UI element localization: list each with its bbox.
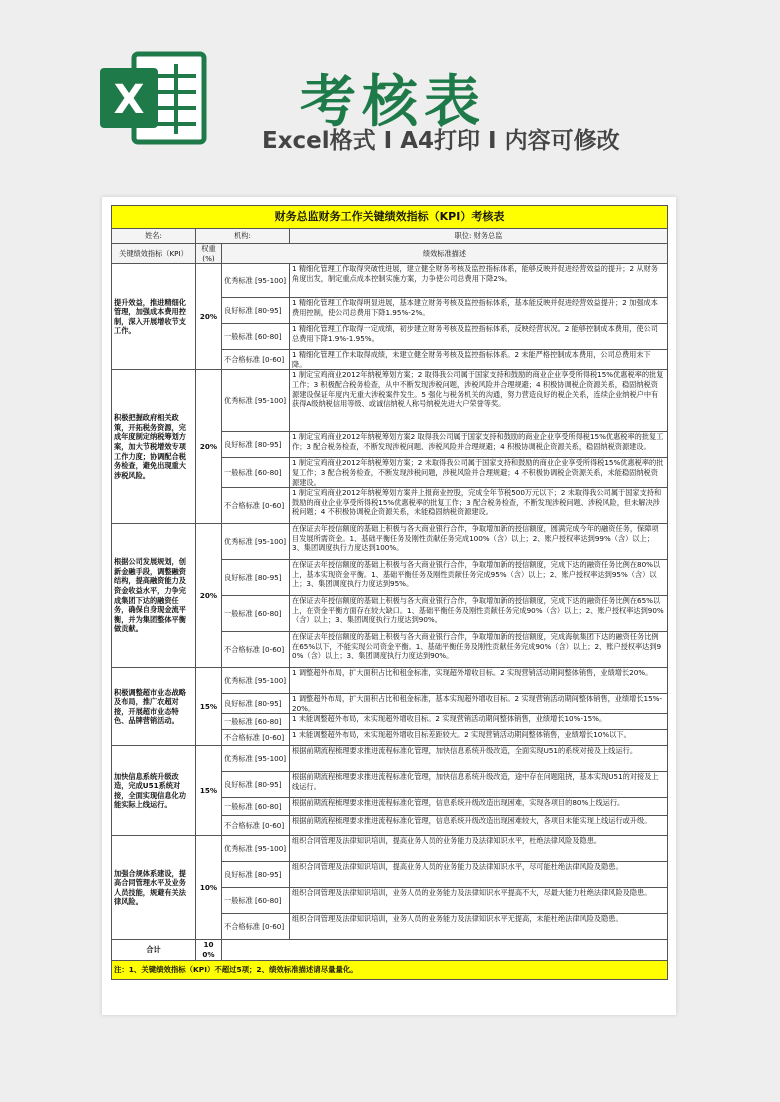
excel-logo-letter: X bbox=[113, 77, 145, 123]
level-cell: 一般标准 [60-80] bbox=[222, 458, 290, 488]
level-cell: 不合格标准 [0-60] bbox=[222, 632, 290, 668]
column-header-row bbox=[112, 244, 668, 264]
page-header bbox=[0, 0, 780, 190]
level-cell: 优秀标准 [95-100] bbox=[222, 668, 290, 694]
kpi-name-cell: 积极把握政府相关政策，开拓税务资源，完成年度制定纳税筹划方案，加大节税增效专项工作力度；协调配合税务检查，避免出现重大涉税风险。 bbox=[112, 370, 196, 524]
kpi-row bbox=[112, 370, 668, 432]
level-desc-cell: 1 未能调整超外布局，未实现超外增收目标。2 实现营销活动期间整体销售，业绩增长10%-15%。 bbox=[290, 714, 668, 730]
level-cell: 良好标准 [80-95] bbox=[222, 862, 290, 888]
page-title: 考核表 bbox=[300, 70, 486, 135]
level-desc-cell: 根据前期流程梳理要求推进流程标准化管理，信息系统升级改造出现困难较大，各项目未能实现上线运行或升级。 bbox=[290, 816, 668, 836]
position-cell bbox=[290, 229, 668, 244]
level-cell: 优秀标准 [95-100] bbox=[222, 836, 290, 862]
level-desc-cell: 根据前期流程梳理要求推进流程标准化管理，加快信息系统升级改造，途中存在问题阻挠，基本实现U51的对接及上线运行。 bbox=[290, 772, 668, 798]
level-cell: 一般标准 [60-80] bbox=[222, 324, 290, 350]
org-label: 机构: bbox=[196, 229, 290, 244]
kpi-name-cell: 加快信息系统升级改造，完成U51系统对接，全面实现信息化功能实际上线运行。 bbox=[112, 746, 196, 836]
page-subtitle: Excel格式 I A4打印 I 内容可修改 bbox=[262, 128, 620, 154]
excel-icon bbox=[98, 48, 208, 148]
level-desc-cell: 1 调整超外布局，扩大面积占比和租金标准，实现超外增收目标。2 实现营销活动期间整体销售，业绩增长20%。 bbox=[290, 668, 668, 694]
column-header-weight: 权重(%) bbox=[196, 244, 222, 264]
table-title: 财务总监财务工作关键绩效指标（KPI）考核表 bbox=[112, 206, 668, 229]
kpi-table bbox=[111, 205, 668, 980]
level-cell: 优秀标准 [95-100] bbox=[222, 370, 290, 432]
document-sheet bbox=[102, 197, 676, 1015]
column-header-kpi: 关键绩效指标（KPI） bbox=[112, 244, 196, 264]
kpi-row bbox=[112, 836, 668, 862]
level-desc-cell: 组织合同管理及法律知识培训，提高业务人员的业务能力及法律知识水平，杜绝法律风险及隐患。 bbox=[290, 836, 668, 862]
info-row bbox=[112, 229, 668, 244]
footer-note: 注：1、关键绩效指标（KPI）不超过5项；2、绩效标准描述请尽量量化。 bbox=[112, 960, 668, 979]
name-label: 姓名: bbox=[112, 229, 196, 244]
level-desc-cell: 1 未能调整超外布局，未实现超外增收目标差距较大。2 实现营销活动期间整体销售，业绩增长10%以下。 bbox=[290, 730, 668, 746]
level-desc-cell: 在保证去年授信额度的基础上积极与各大商业银行合作，争取增加新的授信额度，完成海航集团下达的融资任务比例在65%以下，不能实现公司资金平衡。1、基础平衡任务及刚性贡献任务完成90%（含）以上；2、账户授权率达到90%（含）以上；3、集团调度执行力度达到90%。 bbox=[290, 632, 668, 668]
total-label: 合计 bbox=[112, 940, 196, 960]
column-header-desc: 绩效标准描述 bbox=[222, 244, 668, 264]
level-desc-cell: 1 制定宝鸡商业2012年纳税筹划方案2 取得我公司属于国家支持和鼓励的商业企业享受所得税15%优惠税率的批复工作；3 配合税务检查，不断发现涉税问题、涉税风险并合理规避；4 积极协调税企资源关系，稳固纳税资源建设。 bbox=[290, 432, 668, 458]
position-label: 职位: bbox=[454, 231, 472, 241]
level-cell: 优秀标准 [95-100] bbox=[222, 746, 290, 772]
kpi-name-cell: 提升效益，推进精细化管理，加强成本费用控制，深入开展增收节支工作。 bbox=[112, 264, 196, 370]
level-cell: 一般标准 [60-80] bbox=[222, 714, 290, 730]
level-desc-cell: 1 制定宝鸡商业2012年纳税筹划方案；2 取得我公司属于国家支持和鼓励的商业企业享受所得税15%优惠税率的批复工作；3 积极配合税务检查，从中不断发现涉税问题，涉税风险并合理规避；4 积极协调税企资源关系，稳固纳税资源建设保证年度内无重大涉税案件发生。5 强化与税务机关的沟通，努力营造良好的税企关系，连续企业纳税户中有获得A级纳税信用等级、或诚信纳税人称号纳税先进大户荣誉等奖。 bbox=[290, 370, 668, 432]
kpi-name-cell: 积极调整超市业态战略及布局，推广农超对接，开展超市业态特色、品牌营销活动。 bbox=[112, 668, 196, 746]
level-cell: 不合格标准 [0-60] bbox=[222, 350, 290, 370]
level-cell: 良好标准 [80-95] bbox=[222, 694, 290, 714]
level-cell: 不合格标准 [0-60] bbox=[222, 488, 290, 524]
level-desc-cell: 1 制定宝鸡商业2012年纳税筹划方案；2 未取得我公司属于国家支持和鼓励的商业企业享受所得税15%优惠税率的批复工作；3 配合税务检查，不断发现涉税问题，涉税风险并合理规避；4 不积极协调税企资源关系，未能稳固纳税资源建设。 bbox=[290, 458, 668, 488]
level-desc-cell: 组织合同管理及法律知识培训，提高业务人员的业务能力及法律知识水平，尽可能杜绝法律风险及隐患。 bbox=[290, 862, 668, 888]
kpi-weight-cell: 20% bbox=[196, 524, 222, 668]
level-desc-cell: 根据前期流程梳理要求推进流程标准化管理，信息系统升级改造出现困难，实现各项目的80%上线运行。 bbox=[290, 798, 668, 816]
level-desc-cell: 1 调整超外布局，扩大面积占比和租金标准，基本实现超外增收目标。2 实现营销活动期间整体销售，业绩增长15%-20%。 bbox=[290, 694, 668, 714]
kpi-row bbox=[112, 746, 668, 772]
level-desc-cell: 1 精细化管理工作取得一定成绩，初步建立财务考核及监控指标体系，反映经营状况。2 能够控制成本费用，使公司总费用下降1.9%-1.95%。 bbox=[290, 324, 668, 350]
level-desc-cell: 根据前期流程梳理要求推进流程标准化管理，加快信息系统升级改造，全面实现U51的系统对接及上线运行。 bbox=[290, 746, 668, 772]
level-cell: 不合格标准 [0-60] bbox=[222, 730, 290, 746]
position-value: 财务总监 bbox=[473, 231, 503, 241]
level-desc-cell: 在保证去年授信额度的基础上积极与各大商业银行合作，争取增加新的授信额度，完成下达的融资任务比例在65%以上，在资金平衡方面存在较大缺口。1、基础平衡任务及刚性贡献任务完成90%（含）以上；2、账户授权率达到90%（含）以上；3、集团调度执行力度达到90%。 bbox=[290, 596, 668, 632]
kpi-weight-cell: 15% bbox=[196, 668, 222, 746]
kpi-weight-cell: 10% bbox=[196, 836, 222, 940]
level-cell: 不合格标准 [0-60] bbox=[222, 816, 290, 836]
kpi-row bbox=[112, 668, 668, 694]
kpi-weight-cell: 20% bbox=[196, 264, 222, 370]
level-desc-cell: 1 精细化管理工作取得明显进展，基本建立财务考核及监控指标体系，基本能反映并促进经营效益提升；2 加强成本费用控制，使公司总费用下降1.95%-2%。 bbox=[290, 298, 668, 324]
level-cell: 一般标准 [60-80] bbox=[222, 888, 290, 914]
level-desc-cell: 1 精细化管理工作未取得成绩，未建立健全财务考核及监控指标体系。2 未能严格控制成本费用，公司总费用未下降。 bbox=[290, 350, 668, 370]
level-cell: 一般标准 [60-80] bbox=[222, 798, 290, 816]
level-desc-cell: 在保证去年授信额度的基础上积极与各大商业银行合作，争取增加新的授信额度，圆满完成今年的融资任务，保障项目发展所需资金。1、基础平衡任务及刚性贡献任务完成100%（含）以上；2、账户授权率达到99%（含）以上；3、集团调度执行力度达到100%。 bbox=[290, 524, 668, 560]
total-weight: 100% bbox=[196, 940, 222, 960]
kpi-weight-cell: 15% bbox=[196, 746, 222, 836]
level-cell: 良好标准 [80-95] bbox=[222, 432, 290, 458]
level-desc-cell: 1 精细化管理工作取得突破性进展，建立健全财务考核及监控指标体系，能够反映并促进经营效益的提升；2 从财务角度出发，制定重点成本控制实施方案，力争使公司总费用下降2%。 bbox=[290, 264, 668, 298]
level-cell: 一般标准 [60-80] bbox=[222, 596, 290, 632]
total-empty-cell bbox=[222, 940, 668, 960]
kpi-table-container bbox=[111, 205, 667, 980]
level-cell: 良好标准 [80-95] bbox=[222, 298, 290, 324]
level-cell: 不合格标准 [0-60] bbox=[222, 914, 290, 940]
kpi-name-cell: 根据公司发展规划，创新金融手段，调整融资结构，提高融资能力及资金收益水平，力争完成集团下达的融资任务，确保自身现金流平衡，并为集团整体平衡做贡献。 bbox=[112, 524, 196, 668]
level-desc-cell: 在保证去年授信额度的基础上积极与各大商业银行合作，争取增加新的授信额度，完成下达的融资任务比例在80%以上，基本实现资金平衡。1、基础平衡任务及刚性贡献任务完成95%（含）以上；2、账户授权率达到95%（含）以上；3、集团调度执行力度达到95%。 bbox=[290, 560, 668, 596]
total-row bbox=[112, 940, 668, 960]
kpi-name-cell: 加强合规体系建设，提高合同管理水平及业务人员技能，规避有关法律风险。 bbox=[112, 836, 196, 940]
level-desc-cell: 组织合同管理及法律知识培训，业务人员的业务能力及法律知识水平无提高，未能杜绝法律风险及隐患。 bbox=[290, 914, 668, 940]
title-row bbox=[112, 206, 668, 229]
level-desc-cell: 1 制定宝鸡商业2012年纳税筹划方案并上报商业控股，完成全年节税500万元以下；2 未取得我公司属于国家支持和鼓励的商业企业享受所得税15%优惠税率的批复工作；3 配合税务检查，不断发现涉税问题、涉税风险，但未解决涉税问题；4 不积极协调税企资源关系，未能稳固纳税资源建设。 bbox=[290, 488, 668, 524]
level-cell: 优秀标准 [95-100] bbox=[222, 524, 290, 560]
level-cell: 优秀标准 [95-100] bbox=[222, 264, 290, 298]
level-cell: 良好标准 [80-95] bbox=[222, 772, 290, 798]
kpi-row bbox=[112, 524, 668, 560]
level-desc-cell: 组织合同管理及法律知识培训，业务人员的业务能力及法律知识水平提高不大，尽最大能力杜绝法律风险及隐患。 bbox=[290, 888, 668, 914]
footer-row bbox=[112, 960, 668, 979]
kpi-weight-cell: 20% bbox=[196, 370, 222, 524]
kpi-row bbox=[112, 264, 668, 298]
level-cell: 良好标准 [80-95] bbox=[222, 560, 290, 596]
